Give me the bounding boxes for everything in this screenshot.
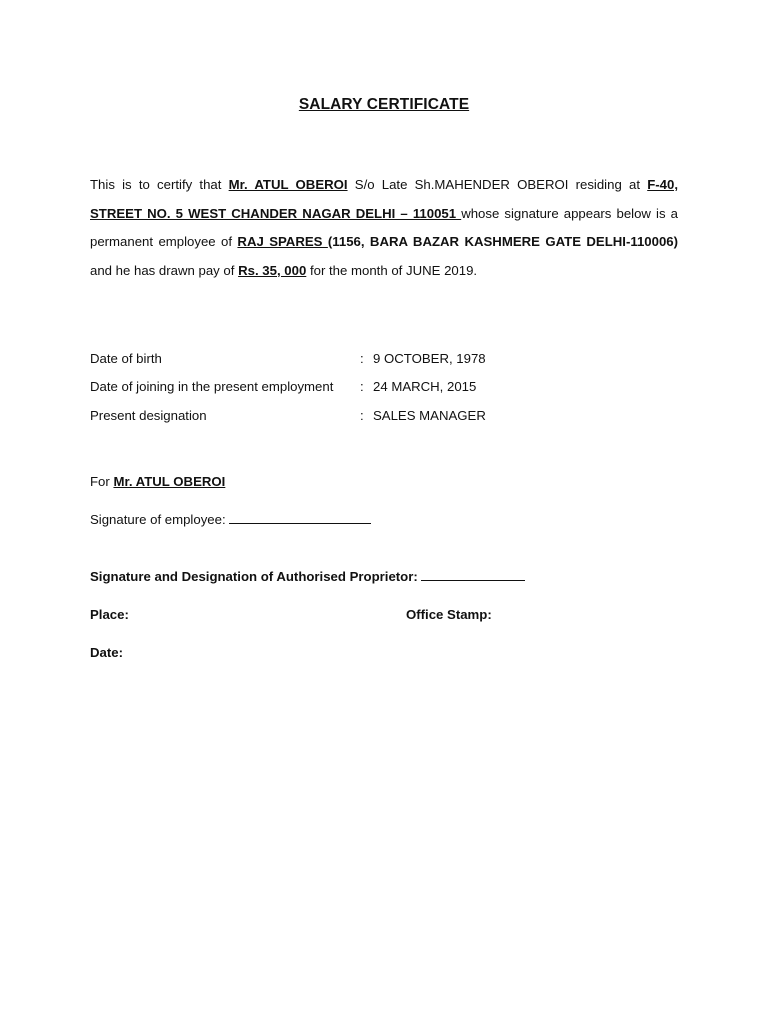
place-label: Place: bbox=[90, 607, 129, 622]
detail-value: 9 OCTOBER, 1978 bbox=[373, 351, 486, 366]
employee-signature-blank[interactable] bbox=[229, 511, 371, 524]
for-name: Mr. ATUL OBEROI bbox=[113, 474, 226, 489]
detail-value: SALES MANAGER bbox=[373, 408, 486, 423]
body-text-intro: This is to certify that bbox=[90, 177, 229, 192]
employee-address: F-40, STREET NO. 5 WEST CHANDER NAGAR DELHI – 110051 bbox=[90, 177, 678, 221]
body-text-parent: S/o Late Sh.MAHENDER OBEROI residing at bbox=[347, 177, 648, 192]
certificate-body bbox=[90, 171, 678, 285]
body-text-employment: whose signature appears below is a permanent employee of bbox=[90, 205, 678, 249]
detail-label: Date of birth bbox=[90, 351, 162, 366]
body-text-month: for the month of JUNE 2019. bbox=[306, 262, 478, 278]
body-text-pay: and he has drawn pay of bbox=[90, 262, 239, 278]
proprietor-signature-blank[interactable] bbox=[421, 568, 525, 581]
for-line bbox=[90, 472, 225, 492]
employee-name: Mr. ATUL OBEROI bbox=[228, 177, 348, 192]
employer-name: RAJ SPARES bbox=[237, 234, 328, 249]
employee-signature-line bbox=[90, 510, 371, 530]
detail-colon: : bbox=[360, 408, 364, 423]
pay-amount: Rs. 35, 000 bbox=[238, 262, 307, 278]
employee-signature-label: Signature of employee: bbox=[90, 512, 226, 527]
office-stamp-label: Office Stamp: bbox=[406, 607, 492, 622]
proprietor-signature-line bbox=[90, 567, 525, 587]
proprietor-signature-label: Signature and Designation of Authorised Proprietor: bbox=[90, 569, 418, 584]
employer-address: (1156, BARA BAZAR KASHMERE GATE DELHI-110006) bbox=[327, 234, 679, 249]
detail-label: Present designation bbox=[90, 408, 207, 423]
for-prefix: For bbox=[90, 474, 114, 489]
detail-label: Date of joining in the present employment bbox=[90, 379, 334, 394]
detail-colon: : bbox=[360, 379, 364, 394]
page-title: SALARY CERTIFICATE bbox=[298, 96, 470, 113]
detail-value: 24 MARCH, 2015 bbox=[373, 379, 477, 394]
detail-colon: : bbox=[360, 351, 364, 366]
date-label: Date: bbox=[90, 645, 123, 660]
